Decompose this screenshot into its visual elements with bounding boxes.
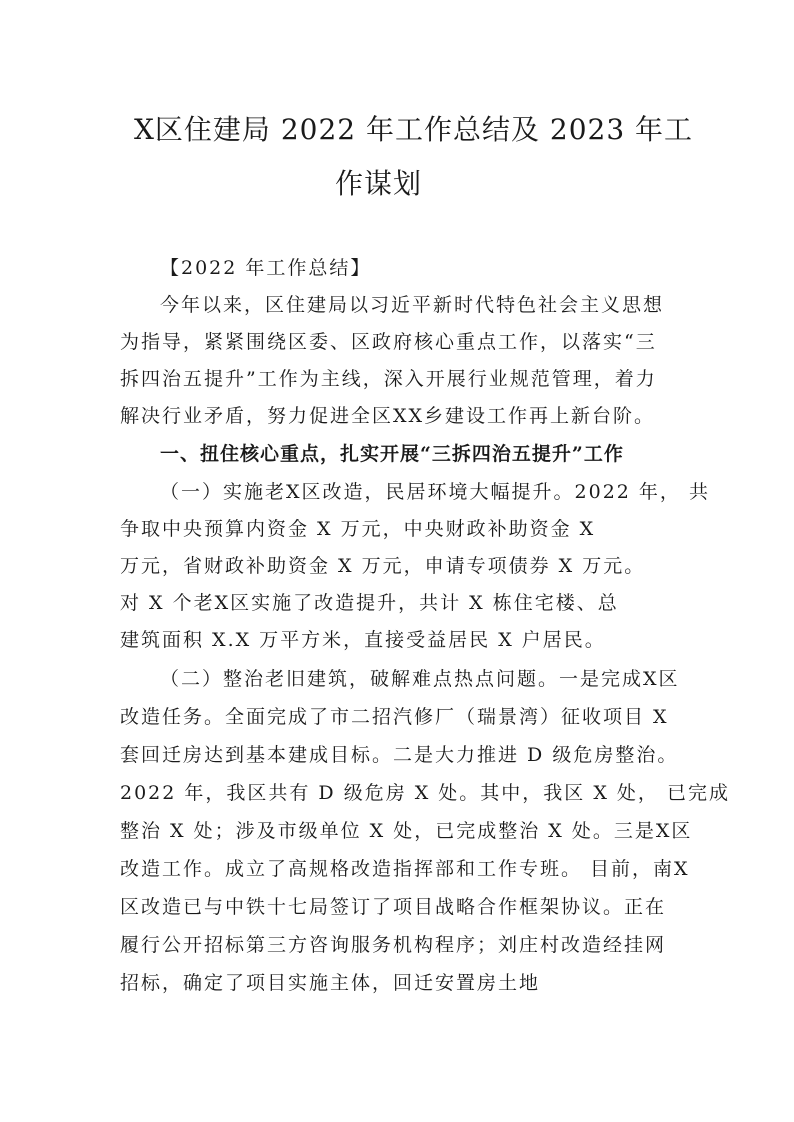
- paragraph-line: 对 X 个老X区实施了改造提升，共计 X 栋住宅楼、总: [120, 592, 619, 614]
- paragraph-line: 套回迁房达到基本建成目标。二是大力推进 D 级危房整治。: [120, 744, 679, 766]
- section-header: 【2022 年工作总结】: [160, 257, 372, 279]
- paragraph-line: 招标，确定了项目实施主体，回迁安置房土地: [120, 972, 541, 994]
- paragraph-line: 改造工作。成立了高规格改造指挥部和工作专班。 目前，南X: [120, 858, 690, 880]
- paragraph-line: 建筑面积 X.X 万平方米，直接受益居民 X 户居民。: [120, 629, 606, 651]
- paragraph-line: 2022 年，我区共有 D 级危房 X 处。其中，我区 X 处， 已完成: [120, 782, 730, 804]
- paragraph-line: 今年以来，区住建局以习近平新时代特色社会主义思想: [160, 294, 665, 316]
- paragraph-line: 争取中央预算内资金 X 万元，中央财政补助资金 X: [120, 518, 596, 540]
- paragraph-line: 履行公开招标第三方咨询服务机构程序；刘庄村改造经挂网: [120, 934, 667, 956]
- paragraph-line: 整治 X 处；涉及市级单位 X 处，已完成整治 X 处。三是X区: [120, 820, 693, 842]
- paragraph-line: 万元，省财政补助资金 X 万元，申请专项债券 X 万元。: [120, 555, 646, 577]
- paragraph-line: 为指导，紧紧围绕区委、区政府核心重点工作，以落实“三: [120, 331, 657, 353]
- paragraph-line: （一）实施老X区改造，民居环境大幅提升。2022 年， 共: [160, 481, 710, 503]
- document-title-line-2: 作谋划: [335, 167, 423, 200]
- paragraph-line: （二）整治老旧建筑，破解难点热点问题。一是完成X区: [160, 668, 680, 690]
- heading-level-1: 一、扭住核心重点，扎实开展“三拆四治五提升”工作: [160, 443, 624, 465]
- paragraph-line: 解决行业矛盾，努力促进全区XX乡建设工作再上新台阶。: [120, 405, 656, 427]
- paragraph-line: 拆四治五提升”工作为主线，深入开展行业规范管理，着力: [120, 368, 657, 390]
- paragraph-line: 改造任务。全面完成了市二招汽修厂（瑞景湾）征收项目 X: [120, 706, 669, 728]
- paragraph-line: 区改造已与中铁十七局签订了项目战略合作框架协议。正在: [120, 896, 667, 918]
- document-title-line-1: X区住建局 2022 年工作总结及 2023 年工: [134, 113, 694, 146]
